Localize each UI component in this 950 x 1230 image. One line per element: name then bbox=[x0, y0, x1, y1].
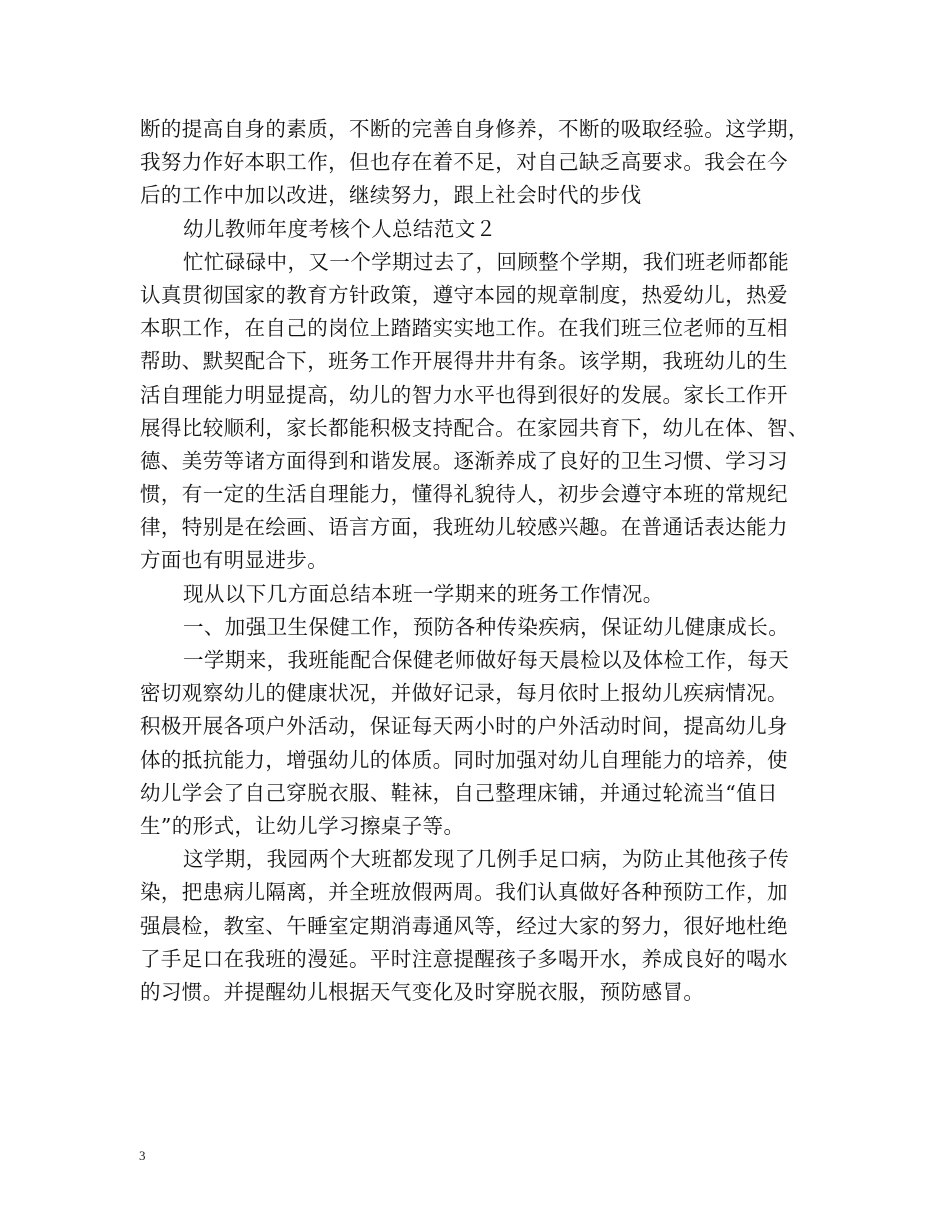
text-line: 了手足口在我班的漫延。平时注意提醒孩子多喝开水，养成良好的喝水 bbox=[140, 946, 788, 971]
text-line: 方面也有明显进步。 bbox=[140, 548, 329, 573]
text-line: 体的抵抗能力，增强幼儿的体质。同时加强对幼儿自理能力的培养，使 bbox=[140, 747, 788, 772]
text-line: 的习惯。并提醒幼儿根据天气变化及时穿脱衣服，预防感冒。 bbox=[140, 979, 705, 1004]
text-line: 现从以下几方面总结本班一学期来的班务工作情况。 bbox=[183, 581, 664, 606]
document-body bbox=[140, 113, 828, 1009]
page-number: 3 bbox=[139, 1148, 146, 1163]
text-line: 本职工作，在自己的岗位上踏踏实实地工作。在我们班三位老师的互相 bbox=[140, 316, 788, 341]
text-line: 律，特别是在绘画、语言方面，我班幼儿较感兴趣。在普通话表达能力 bbox=[140, 515, 788, 540]
text-line: 一学期来，我班能配合保健老师做好每天晨检以及体检工作，每天 bbox=[183, 648, 790, 672]
text-line: 密切观察幼儿的健康状况，并做好记录，每月依时上报幼儿疾病情况。 bbox=[140, 681, 788, 706]
text-line: 这学期，我园两个大班都发现了几例手足口病，为防止其他孩子传 bbox=[183, 847, 790, 872]
text-line: 德、美劳等诸方面得到和谐发展。逐渐养成了良好的卫生习惯、学习习 bbox=[140, 448, 788, 473]
text-line: 活自理能力明显提高，幼儿的智力水平也得到很好的发展。家长工作开 bbox=[140, 382, 788, 407]
text-line: 染，把患病儿隔离，并全班放假两周。我们认真做好各种预防工作，加 bbox=[140, 880, 788, 905]
text-line: 帮助、默契配合下，班务工作开展得井井有条。该学期，我班幼儿的生 bbox=[140, 349, 788, 374]
text-line: 认真贯彻国家的教育方针政策，遵守本园的规章制度，热爱幼儿，热爱 bbox=[140, 282, 788, 307]
text-line: 后的工作中加以改进，继续努力，跟上社会时代的步伐 bbox=[140, 183, 642, 208]
text-line: 断的提高自身的素质，不断的完善自身修养，不断的吸取经验。这学期， bbox=[140, 117, 809, 141]
text-line: 幼儿教师年度考核个人总结范文２ bbox=[183, 216, 497, 241]
text-line: 我努力作好本职工作，但也存在着不足，对自己缺乏高要求。我会在今 bbox=[140, 150, 788, 175]
text-line: 忙忙碌碌中，又一个学期过去了，回顾整个学期，我们班老师都能 bbox=[183, 249, 790, 274]
text-line: 幼儿学会了自己穿脱衣服、鞋袜，自己整理床铺，并通过轮流当“值日 bbox=[140, 780, 778, 805]
text-line: 惯，有一定的生活自理能力，懂得礼貌待人，初步会遵守本班的常规纪 bbox=[140, 482, 788, 507]
text-line: 展得比较顺利，家长都能积极支持配合。在家园共育下，幼儿在体、智、 bbox=[140, 415, 809, 440]
text-line: 生”的形式，让幼儿学习擦桌子等。 bbox=[140, 813, 465, 838]
text-line: 一、加强卫生保健工作，预防各种传染疾病，保证幼儿健康成长。 bbox=[183, 614, 790, 639]
text-line: 强晨检，教室、午睡室定期消毒通风等，经过大家的努力，很好地杜绝 bbox=[140, 913, 788, 938]
text-line: 积极开展各项户外活动，保证每天两小时的户外活动时间，提高幼儿身 bbox=[140, 714, 788, 739]
